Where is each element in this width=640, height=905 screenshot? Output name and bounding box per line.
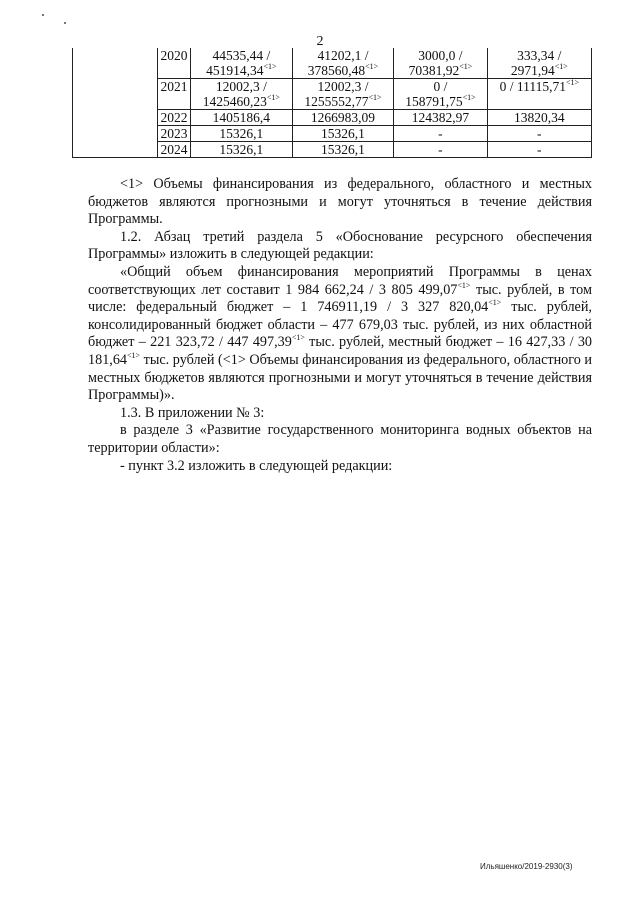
footnote-paragraph: <1> Объемы финансирования из федерального, областного и местных бюджетов являются прогнозными и могут уточняться в течение действия Программы. — [88, 176, 592, 228]
federal-cell: 15326,1 — [292, 126, 394, 142]
regional-cell: 124382,97 — [394, 110, 487, 126]
regional-cell: - — [394, 126, 487, 142]
document-footer-code: Ильяшенко/2019-2930(3) — [480, 862, 573, 871]
page-number: 2 — [316, 34, 324, 49]
local-cell: - — [487, 126, 591, 142]
local-cell: - — [487, 142, 591, 158]
local-cell: $0 / 11115,71^{<1>}$ — [487, 79, 591, 110]
scan-speck — [42, 14, 44, 16]
point-3-2-paragraph: - пункт 3.2 изложить в следующей редакции: — [120, 457, 393, 474]
regional-cell: - — [394, 142, 487, 158]
financing-table — [72, 48, 592, 158]
federal-cell: 12002,3 / $1255552,77^{<1>}$ — [292, 79, 394, 110]
total-cell: 15326,1 — [191, 126, 293, 142]
year-cell: 2023 — [158, 126, 191, 142]
local-cell: 13820,34 — [487, 110, 591, 126]
local-cell: 333,34 / $2971,94^{<1>}$ — [487, 48, 591, 79]
quoted-paragraph: «Общий объем финансирования мероприятий Программы в ценах соответствующих лет составит 1 984 662,24 / 3 805 $499,07^{<1>}$ тыс. рублей, в том числе: федеральный бюджет – 1 746911,19 / 3 327 $820,04^{<1>}$ тыс. рублей, консолидированный бюджет области – 477 679,03 тыс. рублей, из них областной бюджет – 221 323,72 / 447 $497,39^{<1>}$ тыс. рублей, местный бюджет – 16 427,33 / 30 $181,64^{<1>}$ тыс. рублей (<1> Объемы финансирования из федерального, областного и местных бюджетов являются прогнозными и могут уточняться в течение действия Программы)». — [88, 263, 593, 404]
section-3-paragraph: в разделе 3 «Развитие государственного мониторинга водных объектов на территории области»: — [88, 422, 592, 456]
document-body — [88, 176, 592, 475]
total-cell: 1405186,4 — [191, 110, 293, 126]
total-cell: 15326,1 — [191, 142, 293, 158]
total-cell: 44535,44 / $451914,34^{<1>}$ — [191, 48, 293, 79]
paragraph-1-3: 1.3. В приложении № 3: — [120, 404, 265, 421]
table-row — [73, 48, 592, 79]
federal-cell: 1266983,09 — [292, 110, 394, 126]
year-cell: 2022 — [158, 110, 191, 126]
year-cell: 2024 — [158, 142, 191, 158]
table-stub-cell — [73, 48, 158, 158]
paragraph-1-2: 1.2. Абзац третий раздела 5 «Обоснование ресурсного обеспечения Программы» изложить в следующей редакции: — [88, 228, 592, 263]
federal-cell: 41202,1 / $378560,48^{<1>}$ — [292, 48, 394, 79]
regional-cell: 0 / $158791,75^{<1>}$ — [394, 79, 487, 110]
regional-cell: 3000,0 / $70381,92^{<1>}$ — [394, 48, 487, 79]
scan-speck — [64, 22, 66, 24]
total-cell: 12002,3 / $1425460,23^{<1>}$ — [191, 79, 293, 110]
year-cell: 2021 — [158, 79, 191, 110]
year-cell: 2020 — [158, 48, 191, 79]
federal-cell: 15326,1 — [292, 142, 394, 158]
